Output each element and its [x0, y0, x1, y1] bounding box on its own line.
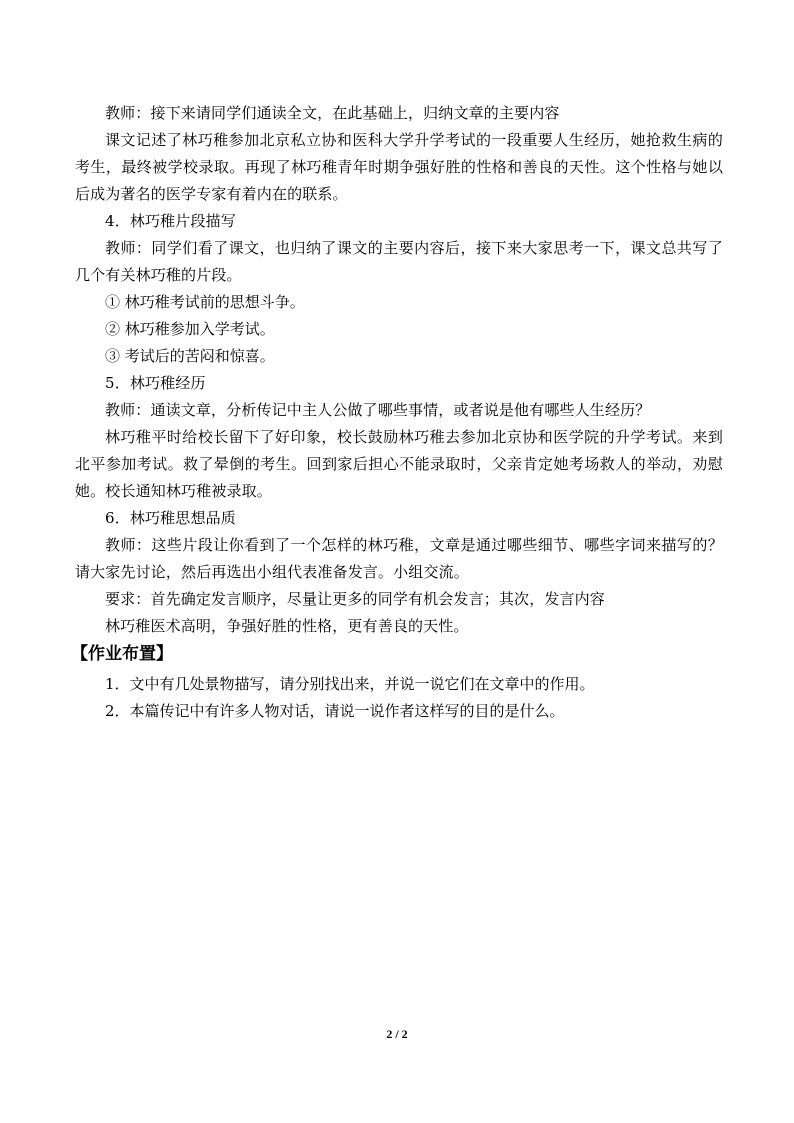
heading-experience: 5．林巧稚经历	[105, 374, 206, 392]
paragraph-teacher-instruction-2: 教师：同学们看了课文，也归纳了课文的主要内容后，接下来大家思考一下，课文总共写了几个有关林巧稚的片段。	[75, 239, 723, 284]
paragraph-requirements: 要求：首先确定发言顺序，尽量让更多的同学有机会发言；其次，发言内容	[105, 590, 605, 608]
paragraph-experience: 林巧稚平时给校长留下了好印象，校长鼓励林巧稚去参加北京协和医学院的升学考试。来到北平参加考试。救了晕倒的考生。回到家后担心不能录取时，父亲肯定她考场救人的举动，劝慰她。校长通知林巧稚被录取。	[75, 428, 723, 500]
list-item-segment-3: ③ 考试后的苦闷和惊喜。	[105, 347, 275, 365]
homework-item-2: 2．本篇传记中有许多人物对话，请说一说作者这样写的目的是什么。	[105, 702, 565, 720]
list-item-segment-1: ① 林巧稚考试前的思想斗争。	[105, 293, 305, 311]
paragraph-teacher-instruction-4: 教师：这些片段让你看到了一个怎样的林巧稚，文章是通过哪些细节、哪些字词来描写的？请大家先讨论，然后再选出小组代表准备发言。小组交流。	[75, 536, 723, 581]
heading-segment-description: 4．林巧稚片段描写	[105, 212, 236, 230]
document-body	[71, 100, 723, 725]
page-number: 2 / 2	[386, 1027, 408, 1041]
paragraph-teacher-instruction-1: 教师：接下来请同学们通读全文，在此基础上，归纳文章的主要内容	[105, 104, 560, 122]
homework-item-1: 1．文中有几处景物描写，请分别找出来，并说一说它们在文章中的作用。	[105, 675, 595, 693]
list-item-segment-2: ② 林巧稚参加入学考试。	[105, 320, 275, 338]
heading-character-quality: 6．林巧稚思想品质	[105, 509, 236, 527]
homework-title: 【作业布置】	[71, 644, 173, 664]
paragraph-summary: 课文记述了林巧稚参加北京私立协和医科大学升学考试的一段重要人生经历，她抢救生病的考生，最终被学校录取。再现了林巧稚青年时期争强好胜的性格和善良的天性。这个性格与她以后成为著名的医学专家有着内在的联系。	[75, 131, 723, 203]
paragraph-teacher-instruction-3: 教师：通读文章，分析传记中主人公做了哪些事情，或者说是他有哪些人生经历？	[105, 401, 651, 419]
paragraph-quality-summary: 林巧稚医术高明，争强好胜的性格，更有善良的天性。	[105, 617, 469, 635]
